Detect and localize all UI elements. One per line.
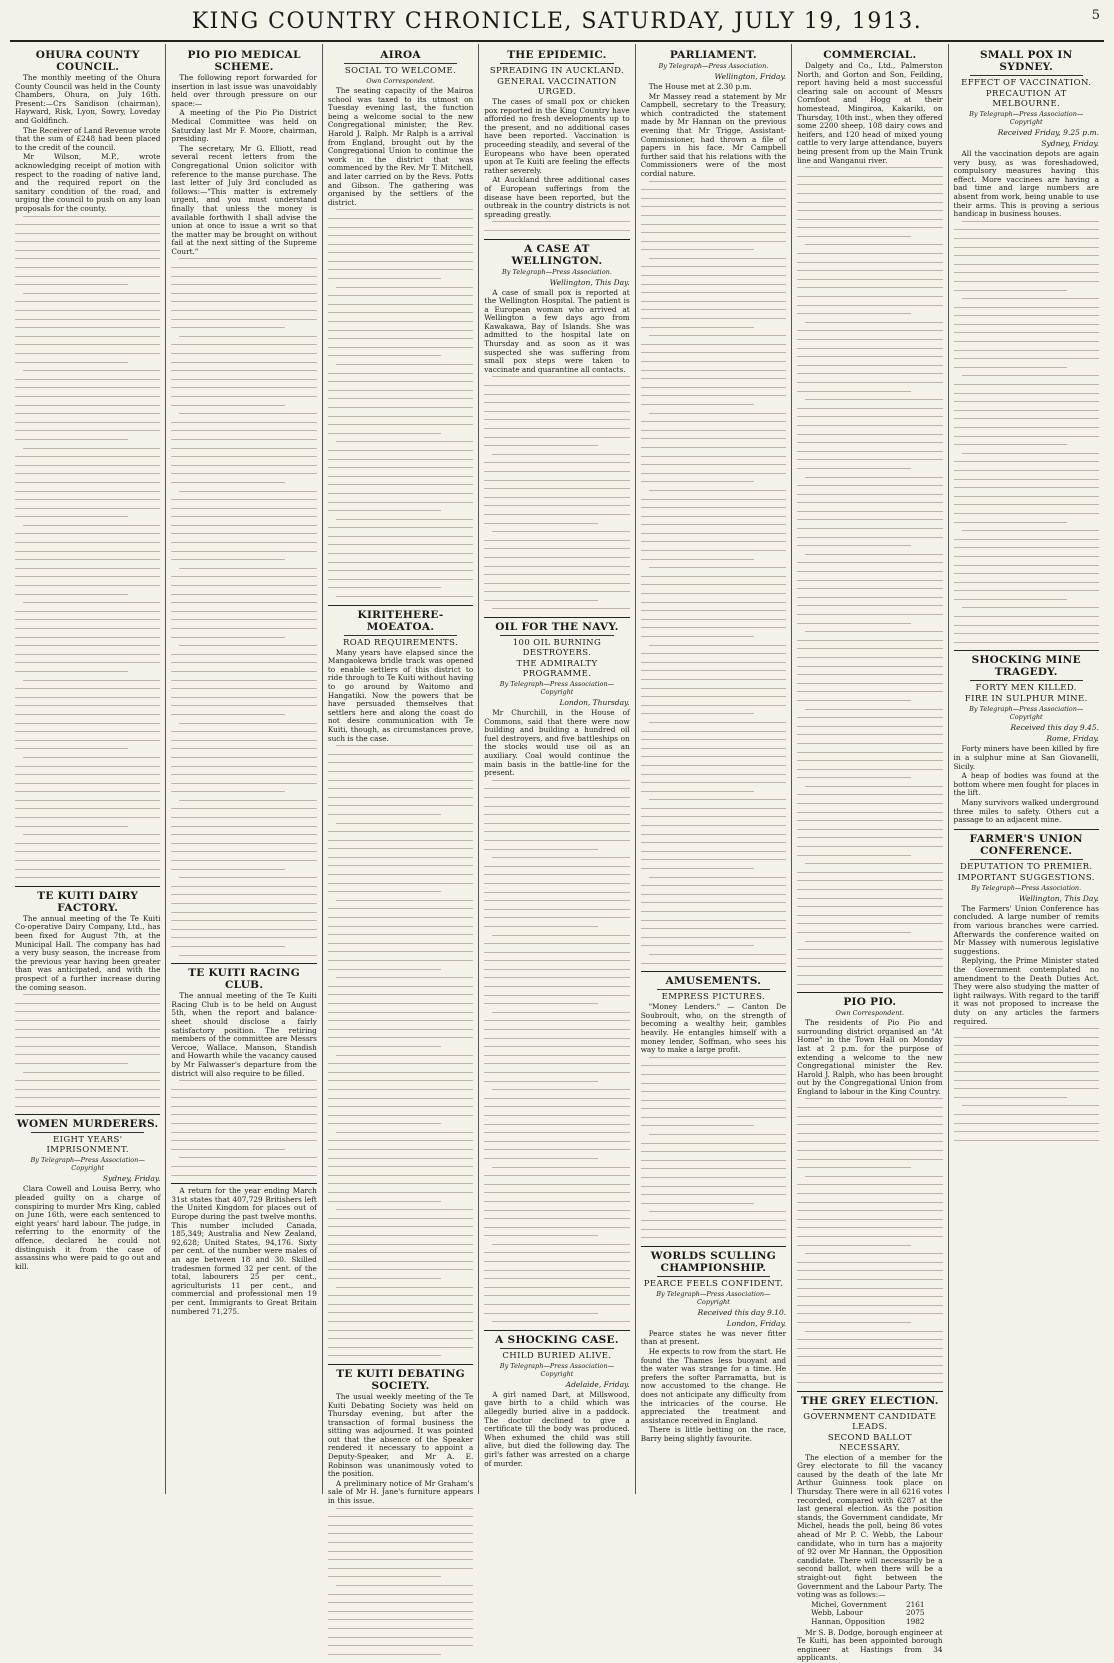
article [484,621,629,1322]
candidate-votes: 2075 [905,1608,925,1618]
article-heading: THE GREY ELECTION. [800,1394,939,1407]
article-credit: By Telegraph—Press Association. [658,62,769,70]
column-7 [949,44,1104,1494]
article-separator [797,1391,942,1392]
article-paragraph: The secretary, Mr G. Elliott, read several recent letters from the Congregational Union solicitor with reference to the manse purchase. The last letter of July 3rd concluded as follows:—"This matter is extremely urgent, and you must understand finally that unless the money is available forthwith I shall advise the union at once to issue a writ so that the matter may be brought on without fail at the next sitting of the Supreme Court." [171,143,317,256]
article-paragraph: Many years have elapsed since the Mangaokewa bridle track was opened to enable settlers of this district to ride through to Te Kuiti without having to go around by Waitomo and Hangatiki. Now the powers that be have persuaded themselves that settlers here and along the coast do not desire communication with Te Kuiti, though, as circumstances prove, such is the case. [327,647,474,743]
article-paragraph: Dalgety and Co., Ltd., Palmerston North, and Gorton and Son, Feilding, report having held a most successful clearing sale on account of Messrs Cornfoot and Hogg at their homestead, Mingiroa, Kakariki, on Thursday, 10th inst., when they offered some 2200 sheep, 108 dairy cows and heifers, and 120 head of mixed young cattle to very large attendance, buyers being present from up the Main Trunk line and Wanganui river. [797,61,943,165]
article-paragraph: "Money Lenders." — Canton De Soubroult, who, on the strength of becoming a wealthy heir, gambles heavily. He entangles himself with a money lender, Soffman, who sees his way to make a large profit. [640,1002,787,1055]
article-subheading: THE ADMIRALTY PROGRAMME. [516,659,598,680]
article-credit: By Telegraph—Press Association—Copyright [30,1156,145,1173]
article-dateline: Sydney, Friday. [102,1174,161,1184]
column-3 [323,44,479,1506]
article-paragraph: All the vaccination depots are again very busy, as was foreshadowed, compulsory measures having this effect. More vaccinees are having a bad time and large numbers are absent from work, being unable to use their arms. This is proving a serious handicap in business houses. [953,149,1099,219]
article-credit: By Telegraph—Press Association—Copyright [969,110,1084,126]
article-subheading: EFFECT OF VACCINATION. [961,78,1092,88]
text-lines [328,209,473,597]
column-6 [792,44,948,1663]
article-heading: A CASE AT WELLINGTON. [511,242,603,267]
article-separator [641,971,786,972]
article-dateline: Rome, Friday. [1046,734,1099,744]
article-heading: TE KUITI DEBATING SOCIETY. [336,1367,465,1392]
article [15,49,160,878]
article-subheading: CHILD BURIED ALIVE. [502,1350,612,1361]
text-lines [641,181,786,964]
article-separator [484,1330,629,1331]
article [484,49,629,231]
article-heading: SMALL POX IN SYDNEY. [979,49,1073,73]
article-separator [328,1364,473,1365]
article-separator [484,239,629,240]
article-paragraph: Mr Churchill, in the House of Commons, said that there were now building and building a hundred oil fuel destroyers, and five battleships on the stocks would use oil as an auxiliary. Coal would continue the main basis in the battle-line for the present. [484,708,630,778]
heading-rule [500,63,613,64]
column-4 [479,44,635,1494]
heading-rule [500,1348,613,1349]
heading-rule [657,1276,770,1277]
article-paragraph: The annual meeting of the Te Kuiti Co-operative Dairy Company, Ltd., has been fixed for August 7th, at the Municipal Hall. The company has had a very busy season, the increase from the previous year having been greater than was anticipated, and with the prospect of a further increase during the coming season. [15,913,161,992]
text-lines [797,167,942,984]
article-paragraph: The annual meeting of the Te Kuiti Racing Club is to be held on August 5th, when the report and balance-sheet should disclose a fairly satisfactory position. The retiring members of the committee are Messrs Vercoe, Wallace, Manson, Standish and Howarth while the vacancy caused by Mr Falwasser's departure from the district will also require to be filled. [171,991,317,1078]
article [484,243,629,610]
text-lines [15,216,160,879]
text-lines [797,1098,942,1383]
article-paragraph: The Farmers' Union Conference has concluded. A large number of remits from various branches were carried. Afterwards the conference waited on Mr Massey with numerous legislative suggestions. [953,903,1099,956]
heading-rule [970,75,1083,76]
article-separator [641,1246,786,1247]
article-subheading: DEPUTATION TO PREMIER. [959,861,1093,872]
article-subheading: SOCIAL TO WELCOME. [344,66,457,76]
text-lines [328,745,473,1356]
candidate-votes: 2161 [905,1599,925,1609]
text-lines [641,1057,786,1238]
article-heading: COMMERCIAL. [823,49,917,61]
article [15,1118,160,1271]
article-subheading: FIRE IN SULPHUR MINE. [964,694,1088,705]
article-paragraph: Mr S. B. Dodge, borough engineer at Te Kuiti, has been appointed borough engineer at Hastings from 34 applicants. [797,1627,943,1663]
article-subheading: IMPORTANT SUGGESTIONS. [957,872,1095,883]
article-paragraph: A girl named Dart, at Millswood, gave birth to a child which was allegedly buried alive in a paddock. The doctor declined to give a certificate till the body was produced. When exhumed the child was still alive, but died the following day. The girl's father was arrested on a charge of murder. [484,1389,630,1468]
article-paragraph: The usual weekly meeting of the Te Kuiti Debating Society was held on Thursday evening, but after the transaction of formal business the sitting was adjourned. It was pointed out that the absence of the Speaker rendered it necessary to appoint a Deputy-Speaker, and Mr A. E. Robinson was unanimously voted to the position. [327,1391,474,1479]
article-dateline: Adelaide, Friday. [565,1379,630,1389]
article-heading: PARLIAMENT. [669,49,757,61]
article-subheading: GOVERNMENT CANDIDATE LEADS. [803,1411,937,1432]
article-heading: OIL FOR THE NAVY. [495,621,619,634]
heading-rule [344,635,457,636]
candidate-name: Hannan, Opposition [811,1616,886,1626]
column-2 [166,44,322,1494]
article [954,49,1099,643]
article-subheading: EIGHT YEARS' IMPRISONMENT. [46,1135,129,1156]
text-lines [954,221,1099,643]
article-paragraph: Mr Wilson, M.P., wrote acknowledging receipt of motion with respect to the roading of native land, and the required report on the sanitary condition of the road, and urging the council to push on any loan proposals for the county. [15,152,161,213]
article-paragraph: Forty miners have been killed by fire in a sulphur mine at San Giovanelli, Sicily. [953,744,1099,771]
article-dateline: Received this day 9.45. [1010,723,1099,733]
article-paragraph: Many survivors walked underground three miles to safety. Others cut a passage to an adjacent mine. [953,798,1099,825]
article-heading: KIRITEHERE-MOEATOA. [357,608,444,633]
article-dateline: Wellington, Friday. [714,72,787,81]
election-results [811,1601,942,1627]
article-paragraph: At Auckland three additional cases of European sufferings from the disease have been reported, but the outbreak in the country districts is not spreading greatly. [484,175,630,219]
article-credit: Own Correspondent. [366,77,435,85]
article-credit: By Telegraph—Press Association. [971,883,1082,892]
article-credit: By Telegraph—Press Association—Copyright [656,1289,771,1306]
article-heading: AIROA [380,49,421,61]
article-separator [954,829,1099,830]
article [484,1334,629,1468]
article-subheading: FORTY MEN KILLED. [975,683,1077,694]
article-separator [171,963,316,964]
article-heading: WORLDS SCULLING CHAMPIONSHIP. [650,1249,777,1274]
article-credit: By Telegraph—Press Association. [502,267,612,276]
article [15,890,160,1107]
text-lines [954,1028,1099,1141]
heading-rule [813,1409,926,1410]
article-paragraph: The seating capacity of the Mairoa school was taxed to its utmost on Tuesday evening last, the function being a welcome social to the new Congregational minister, the Rev. Harold J. Ralph. Mr Ralph is a arrival from England, brought out by the Congregational Union to continue the work in the district that was commenced by the Rev. Mr T. Mitchell, and later carried on by the Revs. Potts and Gibson. The gathering was organised by the settlers of the district. [327,86,474,207]
article-paragraph: The cases of small pox or chicken pox reported in the King Country have afforded no fresh developments up to the present, and no additional cases have been reported. Vaccination is proceeding steadily, and several of the Europeans who have been operated upon at Te Kuiti are feeling the effects rather severely. [484,97,630,175]
article-paragraph: The residents of Pio Pio and surrounding district organised an "At Home" in the Town Hall on Monday last at 2 p.m. for the purpose of extending a welcome to the new Congregational minister the Rev. Harold J. Ralph, who has been brought out by the Congregational Union from England to labour in the King Country. [797,1018,943,1096]
article-paragraph: A return for the year ending March 31st states that 407,729 Britishers left the United Kingdom for places out of Europe during the past twelve months. This number included Canada, 185,349; Australia and New Zealand, 92,628; United States, 94,176. Sixty per cent. of the number were males of an age between 18 and 30. Skilled tradesmen formed 32 per cent. of the total, labourers 25 per cent., agriculturists 11 per cent., and commercial and professional men 19 per cent. Immigrants to Great Britain numbered 71,275. [171,1186,317,1316]
article-dateline: Received Friday, 9.25 p.m. [997,128,1099,137]
article-heading: FARMER'S UNION CONFERENCE. [969,832,1083,857]
heading-rule [657,989,770,990]
article-subheading: PRECAUTION AT MELBOURNE. [985,89,1067,109]
article-subheading: SPREADING IN AUCKLAND. [489,66,625,76]
masthead [10,6,1104,42]
text-lines [484,780,629,1322]
article [797,996,942,1383]
column-1 [10,44,166,1494]
heading-rule [31,1132,144,1133]
heading-rule [500,635,613,636]
article-dateline: Received this day 9.10. [697,1307,787,1317]
article [328,49,473,597]
article-dateline: Wellington, This Day. [549,277,630,287]
article [641,49,786,964]
article-heading: TE KUITI RACING CLUB. [188,967,301,992]
article-separator [484,617,629,618]
article-paragraph: The Receiver of Land Revenue wrote that the sum of £248 had been placed to the credit of the council. [15,125,161,152]
article-paragraph: The House met at 2.30 p.m. [648,82,752,91]
result-row [811,1618,942,1627]
article-separator [797,992,942,993]
article-paragraph: Clara Cowell and Louisa Berry, who pleaded guilty on a charge of conspiring to murder Mrs King, cabled on June 16th, were each sentenced to eight years' hard labour. The judge, in referring to the enormity of the offence, declared he could not distinguish it from the case of assassins who were paid to go out and kill. [15,1184,161,1271]
text-lines [328,1508,473,1655]
candidate-votes: 1982 [905,1616,925,1626]
heading-rule [970,859,1083,860]
article-paragraph: A preliminary notice of Mr Graham's sale of Mr H. Jane's furniture appears in this issue. [327,1478,474,1506]
heading-rule [344,63,457,64]
article-heading: WOMEN MURDERERS. [16,1118,159,1131]
article-heading: AMUSEMENTS. [665,975,762,988]
article-credit: By Telegraph—Press Association—Copyright [499,1361,615,1378]
article-dateline: Wellington, This Day. [1018,893,1099,903]
article-paragraph: A case of small pox is reported at the Wellington Hospital. The patient is a European woman who arrived at Wellington a few days ago from Kawakawa, Bay of Islands. She was admitted to the hospital late on Thursday and as soon as it was suspected she was suffering from small pox steps were taken to vaccinate and quarantine all contacts. [484,287,630,374]
article-paragraph: Mr Massey read a statement by Mr Campbell, secretary to the Treasury, which contradicted the statement made by Mr Hannan on the previous evening that Mr Trigge, Assistant-Commissioner, had thrown a file of papers in his face. Mr Campbell further said that his relations with the Commissioners were of the most cordial nature. [640,91,787,178]
article-heading: SHOCKING MINE TRAGEDY. [971,654,1081,679]
article-subheading: GENERAL VACCINATION URGED. [497,77,617,97]
article [171,49,316,956]
article-paragraph: Replying, the Prime Minister stated the Government contemplated no amendment to the Death Duties Act. They were also studying the matter of light railways. With regard to the tariff it was not proposed to increase the duty on any articles the farmers required. [953,956,1099,1026]
article-paragraph: The following report forwarded for insertion in last issue was unavoidably held over through pressure on our space:— [171,73,317,108]
article [328,609,473,1357]
text-lines [484,376,629,609]
candidate-name: Webb, Labour [811,1608,863,1618]
article [641,1250,786,1444]
article-separator [15,1114,160,1115]
article [171,1187,316,1316]
article [797,49,942,985]
article-separator [328,605,473,606]
article-paragraph: The election of a member for the Grey electorate to fill the vacancy caused by the death of the late Mr Arthur Guinness took place on Thursday. There were in all 6216 votes recorded, compared with 6287 at the last general election. As the position stands, the Government candidate, Mr Michel, heads the poll, being 86 votes ahead of Mr P. C. Webb, the Labour candidate, who in turn has a majority of 92 over Mr Hannan, the Opposition candidate. There will necessarily be a second ballot, when there will be a straight-out fight between the Government and the Labour Party. The voting was as follows:— [797,1452,943,1600]
article [641,975,786,1238]
text-lines [171,258,316,955]
columns-container [10,44,1104,1663]
article-paragraph: The monthly meeting of the Ohura County Council was held in the County Chambers, Ohura, on July 16th. Present:—Crs Sandison (chairman), Hayward, Risk, Lyon, Sowry, Loveday and Goldfinch. [15,73,161,125]
article-credit: Own Correspondent. [835,1009,905,1018]
article-heading: THE EPIDEMIC. [507,49,607,61]
text-lines [171,1080,316,1176]
article-paragraph: There is little betting on the race, Barry being slightly favourite. [640,1425,787,1443]
article-dateline: London, Thursday. [559,698,630,708]
newspaper-title: KING COUNTRY CHRONICLE, SATURDAY, JULY 19, 1913. [191,9,923,34]
article [954,833,1099,1141]
article-subheading: EMPRESS PICTURES. [661,992,766,1003]
article [328,1368,473,1655]
article-paragraph: A meeting of the Pio Pio District Medical Committee was held on Saturday last Mr F. Moore, chairman, presiding. [171,108,317,144]
article [171,967,316,1175]
heading-rule [970,680,1083,681]
article-subheading: ROAD REQUIREMENTS. [342,637,459,648]
article-separator [171,1183,316,1184]
article-credit: By Telegraph—Press Association—Copyright [499,680,615,697]
article-dateline: London, Friday. [726,1318,787,1328]
article-heading: TE KUITI DAIRY FACTORY. [37,889,139,914]
text-lines [15,994,160,1107]
article-paragraph: He expects to row from the start. He found the Thames less buoyant and the water was strange for a time. He prefers the softer Parramatta, but is now accustomed to the change. He does not anticipate any difficulty from the intricacies of the course. He appreciated the treatment and assistance received in England. [640,1346,787,1425]
article-subheading: 100 OIL BURNING DESTROYERS. [512,638,602,659]
article-heading: PIO PIO. [843,996,897,1009]
text-lines [484,221,629,231]
page-number: 5 [1091,8,1100,23]
column-5 [636,44,792,1494]
article-subheading: PEARCE FEELS CONFIDENT. [643,1278,784,1289]
article-heading: PIO PIO MEDICAL SCHEME. [187,49,301,73]
article-separator [15,886,160,887]
article-paragraph: A heap of bodies was found at the bottom where men fought for places in the lift. [953,771,1099,798]
article-credit: By Telegraph—Press Association—Copyright [969,705,1084,722]
candidate-name: Michel, Government [811,1599,887,1609]
article-subheading: SECOND BALLOT NECESSARY. [827,1432,912,1453]
article-paragraph: Pearce states he was never fitter than at present. [640,1328,787,1347]
article-heading: A SHOCKING CASE. [495,1333,619,1346]
article [954,654,1099,824]
article-heading: OHURA COUNTY COUNCIL. [35,49,140,73]
article-separator [954,650,1099,651]
article-dateline: Sydney, Friday. [1041,139,1099,148]
article [797,1395,942,1663]
